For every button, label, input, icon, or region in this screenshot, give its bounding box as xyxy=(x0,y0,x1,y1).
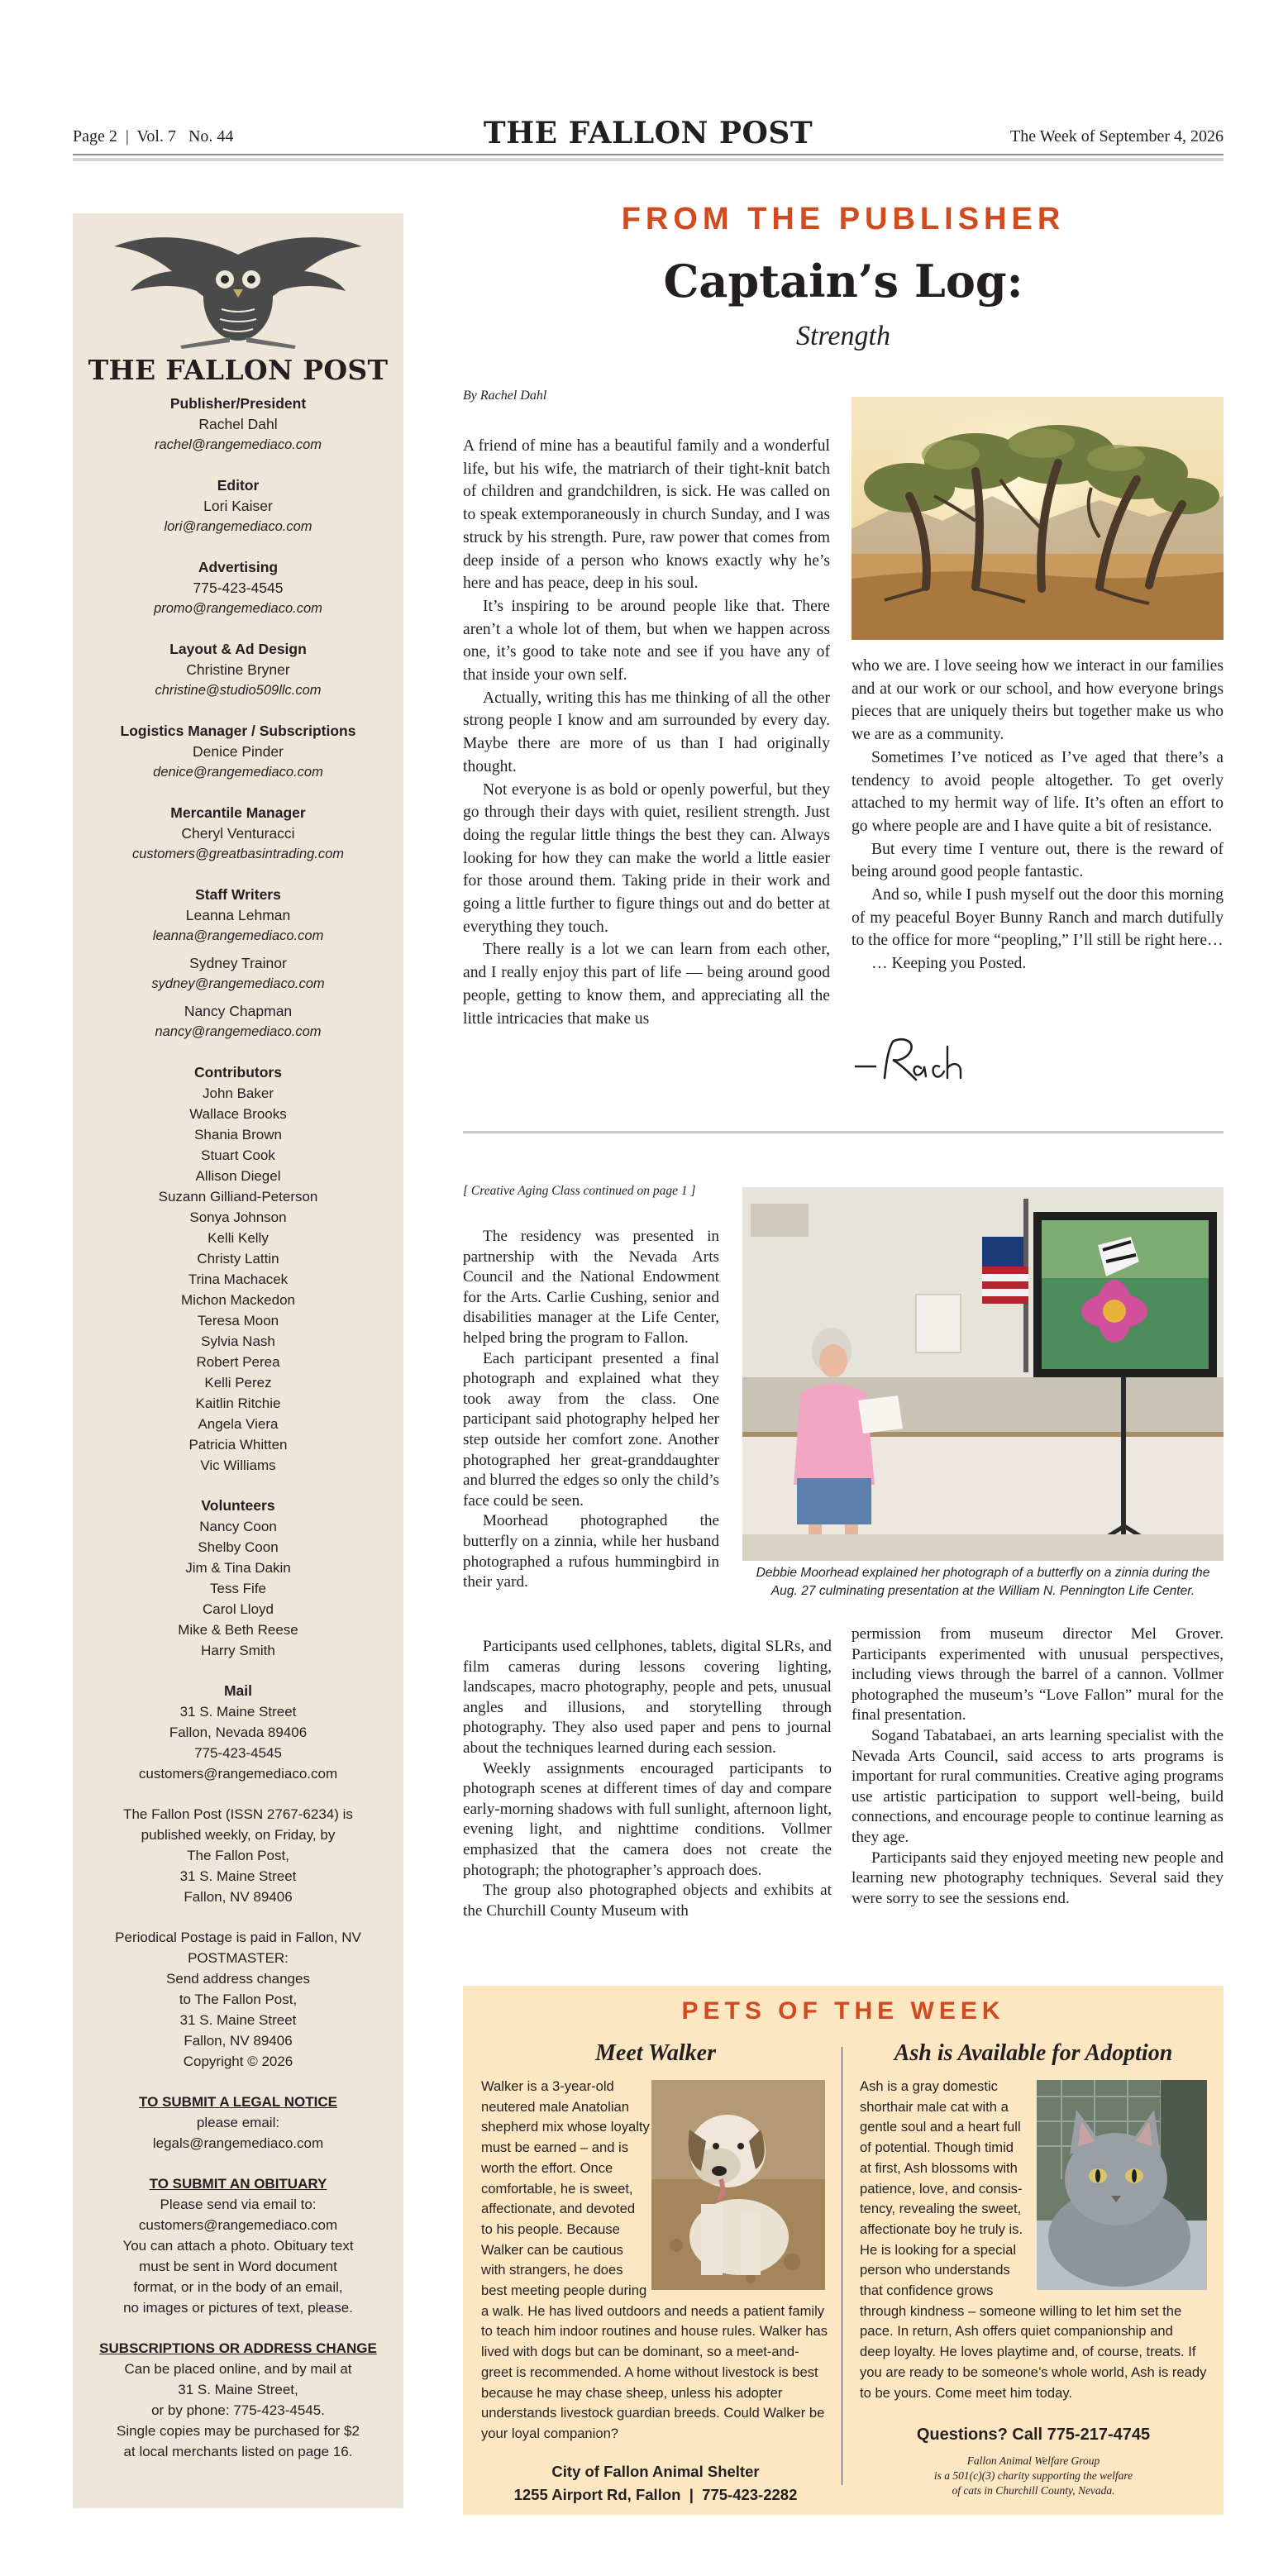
contributor-name: Vic Williams xyxy=(200,1457,276,1473)
role-label: Contributors xyxy=(194,1064,282,1080)
staff-email[interactable]: nancy@rangemediaco.com xyxy=(155,1024,322,1039)
contributor-name: Teresa Moon xyxy=(197,1313,279,1329)
staff-email[interactable]: sydney@rangemediaco.com xyxy=(151,976,325,991)
info-line: Copyright © 2026 xyxy=(183,2054,293,2069)
masthead-sidebar xyxy=(73,213,403,2508)
welfare-line: is a 501(c)(3) charity supporting the welfare xyxy=(933,2469,1133,2482)
pet-title: Ash is Available for Adoption xyxy=(894,2040,1173,2066)
volunteer-name: Shelby Coon xyxy=(198,1539,279,1555)
pet-line: with strangers, he does xyxy=(481,2262,623,2278)
info-line: published weekly, on Friday, by xyxy=(141,1827,336,1843)
pet-line: patience, love, and consis- xyxy=(860,2180,1023,2197)
masthead-list xyxy=(73,394,403,2482)
staff-name: Nancy Chapman xyxy=(184,1003,293,1019)
layout-block xyxy=(73,639,403,701)
pet-line: tency, revealing the sweet, xyxy=(860,2201,1022,2217)
postage-info-block xyxy=(73,1927,403,2072)
obituary-email[interactable]: customers@rangemediaco.com xyxy=(138,2217,338,2233)
mail-block xyxy=(73,1681,403,1784)
staff-email[interactable]: christine@studio509llc.com xyxy=(155,683,322,698)
pet-line: affectionate boy he truly is. xyxy=(860,2221,1023,2237)
pet-line: must be earned – and is xyxy=(481,2140,629,2156)
info-line: Send address changes xyxy=(166,1971,310,1987)
contributor-name: Christy Lattin xyxy=(197,1251,279,1267)
role-label: Volunteers xyxy=(201,1497,275,1514)
info-line: no images or pictures of text, please. xyxy=(123,2300,353,2316)
continued-note[interactable]: [ Creative Aging Class continued on page 1 ] xyxy=(463,1184,696,1198)
paragraph: Sometimes I’ve noticed as I’ve aged that there’s a tendency to avoid people altogether. To get overly attached to my hermit way of life. It’s often an effort to go where people are and I have quite a bit of resistance. xyxy=(852,748,1224,835)
role-label: Publisher/President xyxy=(169,395,307,412)
signature-rach xyxy=(852,1030,976,1088)
role-label: Staff Writers xyxy=(195,886,281,903)
newspaper-title: THE FALLON POST xyxy=(483,116,813,150)
info-line: You can attach a photo. Obituary text xyxy=(122,2238,354,2254)
legal-email[interactable]: legals@rangemediaco.com xyxy=(152,2135,324,2151)
staff-name: Denice Pinder xyxy=(193,743,284,760)
staff-email[interactable]: customers@greatbasintrading.com xyxy=(131,847,345,861)
pet-line: shorthair male cat with a xyxy=(860,2098,1009,2115)
pet-line: person who understands xyxy=(860,2262,1010,2278)
article-subhead: Strength xyxy=(796,321,890,351)
paragraph: A friend of mine has a beautiful family and a wonderful life, but his wife, the matriarch of their tight-knit batch of children and grandchildren, is sick. He was called on to speak extemporaneously in church Sunday, and I was struck by his strength. Pure, raw power that comes from deep inside of a person who knows exactly why he’s here and has peace, deep in his soul. xyxy=(463,437,830,593)
subscriptions-heading: SUBSCRIPTIONS OR ADDRESS CHANGE xyxy=(99,2340,377,2356)
info-line: Please send via email to: xyxy=(160,2197,317,2212)
article-column xyxy=(852,1624,1224,1909)
subscriptions-block xyxy=(73,2338,403,2462)
pet-line: affectionate, and devoted xyxy=(481,2201,636,2217)
info-line: POSTMASTER: xyxy=(188,1950,289,1966)
article-column xyxy=(463,1637,832,1921)
staff-email[interactable]: rachel@rangemediaco.com xyxy=(154,437,322,452)
pet-paragraph: a walk. He has lived outdoors and needs a patient family to teach him indoor routines and house rules. Walker has lived with dogs but can be dominant, so a meet-and-greet is recommended. A home without livestock is best because he may chase sheep, unless his adopter understands livestock guardian breeds. Could Walker be your loyal companion? xyxy=(481,2302,828,2441)
publisher-block xyxy=(73,394,403,456)
legal-notice-block xyxy=(73,2092,403,2154)
info-line: The Fallon Post, xyxy=(187,1848,289,1863)
paragraph: Each participant presented a final photograph and explained what they took away from the class. One participant said photography helped her step outside her comfort zone. Another photographed her great-granddaughter and blurred the edges so only the child’s face could be seen. xyxy=(463,1349,719,1510)
pet-line: gentle soul and a heart full xyxy=(860,2119,1021,2135)
paragraph: Moorhead photographed the butterfly on a zinnia, while her husband photographed a rufous hummingbird in their yard. xyxy=(463,1512,719,1591)
paragraph: Weekly assignments encouraged participants to photograph scenes at different times of day and compare early-morning shadows with full sunlight, afternoon light, evening light, and nighttime conditions. Vollmer emphasized that the camera does not create the photograph; the photographer’s approach does. xyxy=(463,1759,832,1879)
owl-logo xyxy=(106,222,370,354)
article-byline: By Rachel Dahl xyxy=(463,389,547,403)
pet-line: neutered male Anatolian xyxy=(481,2098,629,2115)
obituary-block xyxy=(73,2173,403,2318)
pet-line: comfortable, he is sweet, xyxy=(481,2180,633,2197)
contributor-name: Stuart Cook xyxy=(201,1147,275,1163)
staff-name: Sydney Trainor xyxy=(189,955,287,971)
photo-caption: Debbie Moorhead explained her photograph of a butterfly on a zinnia during the Aug. 27 culminating presentation at the William N. Pennington Life Center. xyxy=(756,1566,1210,1598)
paragraph: Actually, writing this has me thinking of all the other strong people I know and am surrounded by every day. Maybe there are more of us than I had originally thought. xyxy=(463,689,830,775)
logistics-block xyxy=(73,721,403,783)
mail-line: 775-423-4545 xyxy=(194,1745,282,1761)
article-headline: Captain’s Log: xyxy=(663,255,1023,308)
article-column xyxy=(463,435,830,1080)
role-label: Mercantile Manager xyxy=(170,804,306,821)
sidebar-paper-name: THE FALLON POST xyxy=(88,354,389,386)
pet-line: of potential. Though timid xyxy=(860,2140,1014,2156)
presentation-photo xyxy=(742,1187,1224,1561)
shelter-name: City of Fallon Animal Shelter xyxy=(551,2463,760,2480)
pet-description xyxy=(860,2077,1207,2403)
issue-date: The Week of September 4, 2026 xyxy=(1010,127,1224,145)
staff-email[interactable]: leanna@rangemediaco.com xyxy=(152,928,324,943)
staff-phone: 775-423-4545 xyxy=(193,580,284,596)
staff-name: Cheryl Venturacci xyxy=(181,825,295,842)
paragraph: There really is a lot we can learn from each other, and I really enjoy this part of life — being around good people, getting to know them, and appreciating all the little intricacies that make us xyxy=(463,941,830,1028)
welfare-line: of cats in Churchill County, Nevada. xyxy=(952,2484,1115,2497)
paragraph: permission from museum director Mel Grover. Participants experimented with unusual perspectives, including views through the barrel of a cannon. Vollmer photographed the museum’s “Love Fallon” mural for the final presentation. xyxy=(852,1625,1224,1724)
legal-notice-heading: TO SUBMIT A LEGAL NOTICE xyxy=(139,2094,337,2110)
volunteer-name: Jim & Tina Dakin xyxy=(185,1560,291,1576)
contributor-name: Kelli Perez xyxy=(204,1375,272,1391)
staff-name: Lori Kaiser xyxy=(203,498,273,514)
shelter-address: 1255 Airport Rd, Fallon | 775-423-2282 xyxy=(513,2486,798,2503)
info-line: format, or in the body of an email, xyxy=(133,2279,343,2295)
paragraph: And so, while I push myself out the door this morning of my peaceful Boyer Bunny Ranch and march dutifully to the office for more “peopling,” I’ll still be right here… xyxy=(852,886,1224,950)
header-rule-shadow xyxy=(73,158,1224,161)
pet-title: Meet Walker xyxy=(595,2040,716,2066)
contributor-name: Kaitlin Ritchie xyxy=(195,1395,281,1411)
welfare-line: Fallon Animal Welfare Group xyxy=(966,2454,1100,2467)
info-line: 31 S. Maine Street xyxy=(179,2012,297,2028)
pet-line: Ash is a gray domestic xyxy=(860,2078,998,2094)
article-column xyxy=(463,1227,719,1593)
contributor-name: Angela Viera xyxy=(198,1416,279,1432)
info-line: Single copies may be purchased for $2 xyxy=(117,2423,360,2439)
info-line: Can be placed online, and by mail at xyxy=(124,2361,352,2377)
contributor-name: John Baker xyxy=(203,1085,274,1101)
paragraph: Participants used cellphones, tablets, digital SLRs, and film cameras during lessons covering lighting, landscapes, macro photography, people and pets, unusual angles and illusions, and storytelling through photography. They also used paper and pens to journal about the techniques learned during each session. xyxy=(463,1638,832,1757)
pet-line: at first, Ash blossoms with xyxy=(860,2159,1018,2176)
contributor-name: Patricia Whitten xyxy=(188,1437,288,1453)
contributor-name: Suzann Gilliand-Peterson xyxy=(158,1189,318,1205)
info-line: please email: xyxy=(196,2115,280,2130)
contributors-block xyxy=(73,1062,403,1476)
paragraph: The residency was presented in partnership with the Nevada Arts Council and the National Endowment for the Arts. Carlie Cushing, senior and disabilities manager at the Life Center, helped bring the program to Fallon. xyxy=(463,1228,719,1347)
volunteer-name: Tess Fife xyxy=(209,1581,267,1596)
page-volume-info: Page 2 | Vol. 7 No. 44 xyxy=(73,127,234,145)
contributor-name: Robert Perea xyxy=(196,1354,280,1370)
info-line: Periodical Postage is paid in Fallon, NV xyxy=(115,1930,361,1945)
paragraph: Participants said they enjoyed meeting new people and learning new photography techniques. Several said they were sorry to see the sessions end. xyxy=(852,1849,1224,1907)
paragraph: … Keeping you Posted. xyxy=(871,955,1027,973)
paragraph: It’s inspiring to be around people like that. There aren’t a whole lot of them, but when we happen across one, it’s good to take note and see if you have any of that inside your own self. xyxy=(463,597,830,685)
role-label: Layout & Ad Design xyxy=(169,641,307,657)
advertising-block xyxy=(73,557,403,619)
info-line: at local merchants listed on page 16. xyxy=(123,2444,353,2459)
volunteer-name: Nancy Coon xyxy=(199,1519,277,1534)
info-line: Fallon, NV 89406 xyxy=(184,1889,293,1905)
welfare-group-info xyxy=(852,2454,1215,2498)
paragraph: Sogand Tabatabaei, an arts learning specialist with the Nevada Arts Council, said access to arts programs is important for rural communities. Creative aging programs use artistic participation to support well-being, build connections, and encourage people to continue learning as they age. xyxy=(852,1726,1224,1846)
shelter-info xyxy=(478,2460,833,2507)
editor-block xyxy=(73,475,403,537)
staff-email[interactable]: denice@rangemediaco.com xyxy=(153,765,323,780)
pet-line: that confidence grows xyxy=(860,2283,994,2299)
mercantile-block xyxy=(73,803,403,865)
volunteers-block xyxy=(73,1496,403,1661)
section-kicker: FROM THE PUBLISHER xyxy=(621,202,1066,236)
contributor-name: Michon Mackedon xyxy=(181,1292,295,1308)
pet-paragraph: through kindness – someone willing to let him set the pace. In return, Ash offers quiet companionship and deep loyalty. He loves playtime and, of course, treats. If you are ready to be someone’s whole world, Ash is ready to be yours. Come meet him today. xyxy=(860,2302,1207,2401)
contact-phone[interactable]: Questions? Call 775-217-4745 xyxy=(916,2426,1151,2444)
publication-info-block xyxy=(73,1804,403,1907)
role-label: Editor xyxy=(217,477,260,494)
staff-name: Rachel Dahl xyxy=(198,416,278,432)
paragraph: Not everyone is as bold or openly powerful, but they go through their days with quiet, resilient strength. Just doing the regular little things the best they can. Always looking for how they can make the world a little easier for those around them. Taking pride in their work and going a little further to figure things out and do better at everything they touch. xyxy=(463,780,830,936)
contributor-name: Wallace Brooks xyxy=(189,1106,287,1122)
pet-line: He is looking for a special xyxy=(860,2241,1017,2258)
volunteer-name: Harry Smith xyxy=(201,1643,275,1658)
header-rule xyxy=(73,154,1224,155)
contributor-name: Sonya Johnson xyxy=(189,1209,287,1225)
paragraph: who we are. I love seeing how we interact in our families and at our work or our school, and how everyone brings pieces that are uniquely theirs but together make us who we are as a community. xyxy=(852,657,1224,744)
pet-line: worth the effort. Once xyxy=(481,2159,613,2176)
info-line: 31 S. Maine Street xyxy=(179,1868,297,1884)
pets-of-the-week-box xyxy=(463,1986,1224,2515)
mail-line: Fallon, Nevada 89406 xyxy=(169,1724,308,1740)
info-line: Fallon, NV 89406 xyxy=(184,2033,293,2049)
contributor-name: Sylvia Nash xyxy=(201,1333,275,1349)
mail-email[interactable]: customers@rangemediaco.com xyxy=(138,1766,338,1782)
staff-writers-block xyxy=(73,885,403,1042)
article-column xyxy=(852,655,1224,976)
mail-line: 31 S. Maine Street xyxy=(179,1704,297,1720)
pet-line: to his people. Because xyxy=(481,2221,620,2237)
pet-line: shepherd mix whose loyalty xyxy=(481,2119,650,2135)
section-divider xyxy=(463,1131,1224,1133)
contributor-name: Kelli Kelly xyxy=(208,1230,269,1246)
volunteer-name: Carol Lloyd xyxy=(203,1601,274,1617)
contributor-name: Shania Brown xyxy=(194,1127,282,1143)
role-label: Mail xyxy=(223,1682,253,1699)
staff-email[interactable]: promo@rangemediaco.com xyxy=(154,601,322,616)
paragraph: The group also photographed objects and exhibits at the Churchill County Museum with xyxy=(463,1882,832,1920)
paragraph: But every time I venture out, there is the reward of being around good people fantastic. xyxy=(852,840,1224,881)
info-line: to The Fallon Post, xyxy=(179,1992,298,2007)
pet-line: Walker is a 3-year-old xyxy=(481,2078,614,2094)
info-line: 31 S. Maine Street, xyxy=(178,2382,298,2397)
info-line: The Fallon Post (ISSN 2767-6234) is xyxy=(123,1806,353,1822)
role-label: Advertising xyxy=(198,559,279,575)
volunteer-name: Mike & Beth Reese xyxy=(178,1622,298,1638)
staff-name: Leanna Lehman xyxy=(185,907,291,923)
obituary-heading: TO SUBMIT AN OBITUARY xyxy=(149,2176,327,2192)
info-line: must be sent in Word document xyxy=(139,2259,337,2274)
contributor-name: Trina Machacek xyxy=(188,1271,289,1287)
info-line: or by phone: 775-423-4545. xyxy=(151,2402,325,2418)
tree-illustration xyxy=(852,397,1224,640)
staff-email[interactable]: lori@rangemediaco.com xyxy=(164,519,312,534)
pets-kicker: PETS OF THE WEEK xyxy=(681,1997,1005,2025)
staff-name: Christine Bryner xyxy=(186,661,290,678)
pet-description xyxy=(481,2077,828,2445)
pet-line: best meeting people during xyxy=(481,2283,647,2299)
pet-line: Walker can be cautious xyxy=(481,2241,623,2258)
role-label: Logistics Manager / Subscriptions xyxy=(120,723,356,739)
contributor-name: Allison Diegel xyxy=(195,1168,281,1184)
